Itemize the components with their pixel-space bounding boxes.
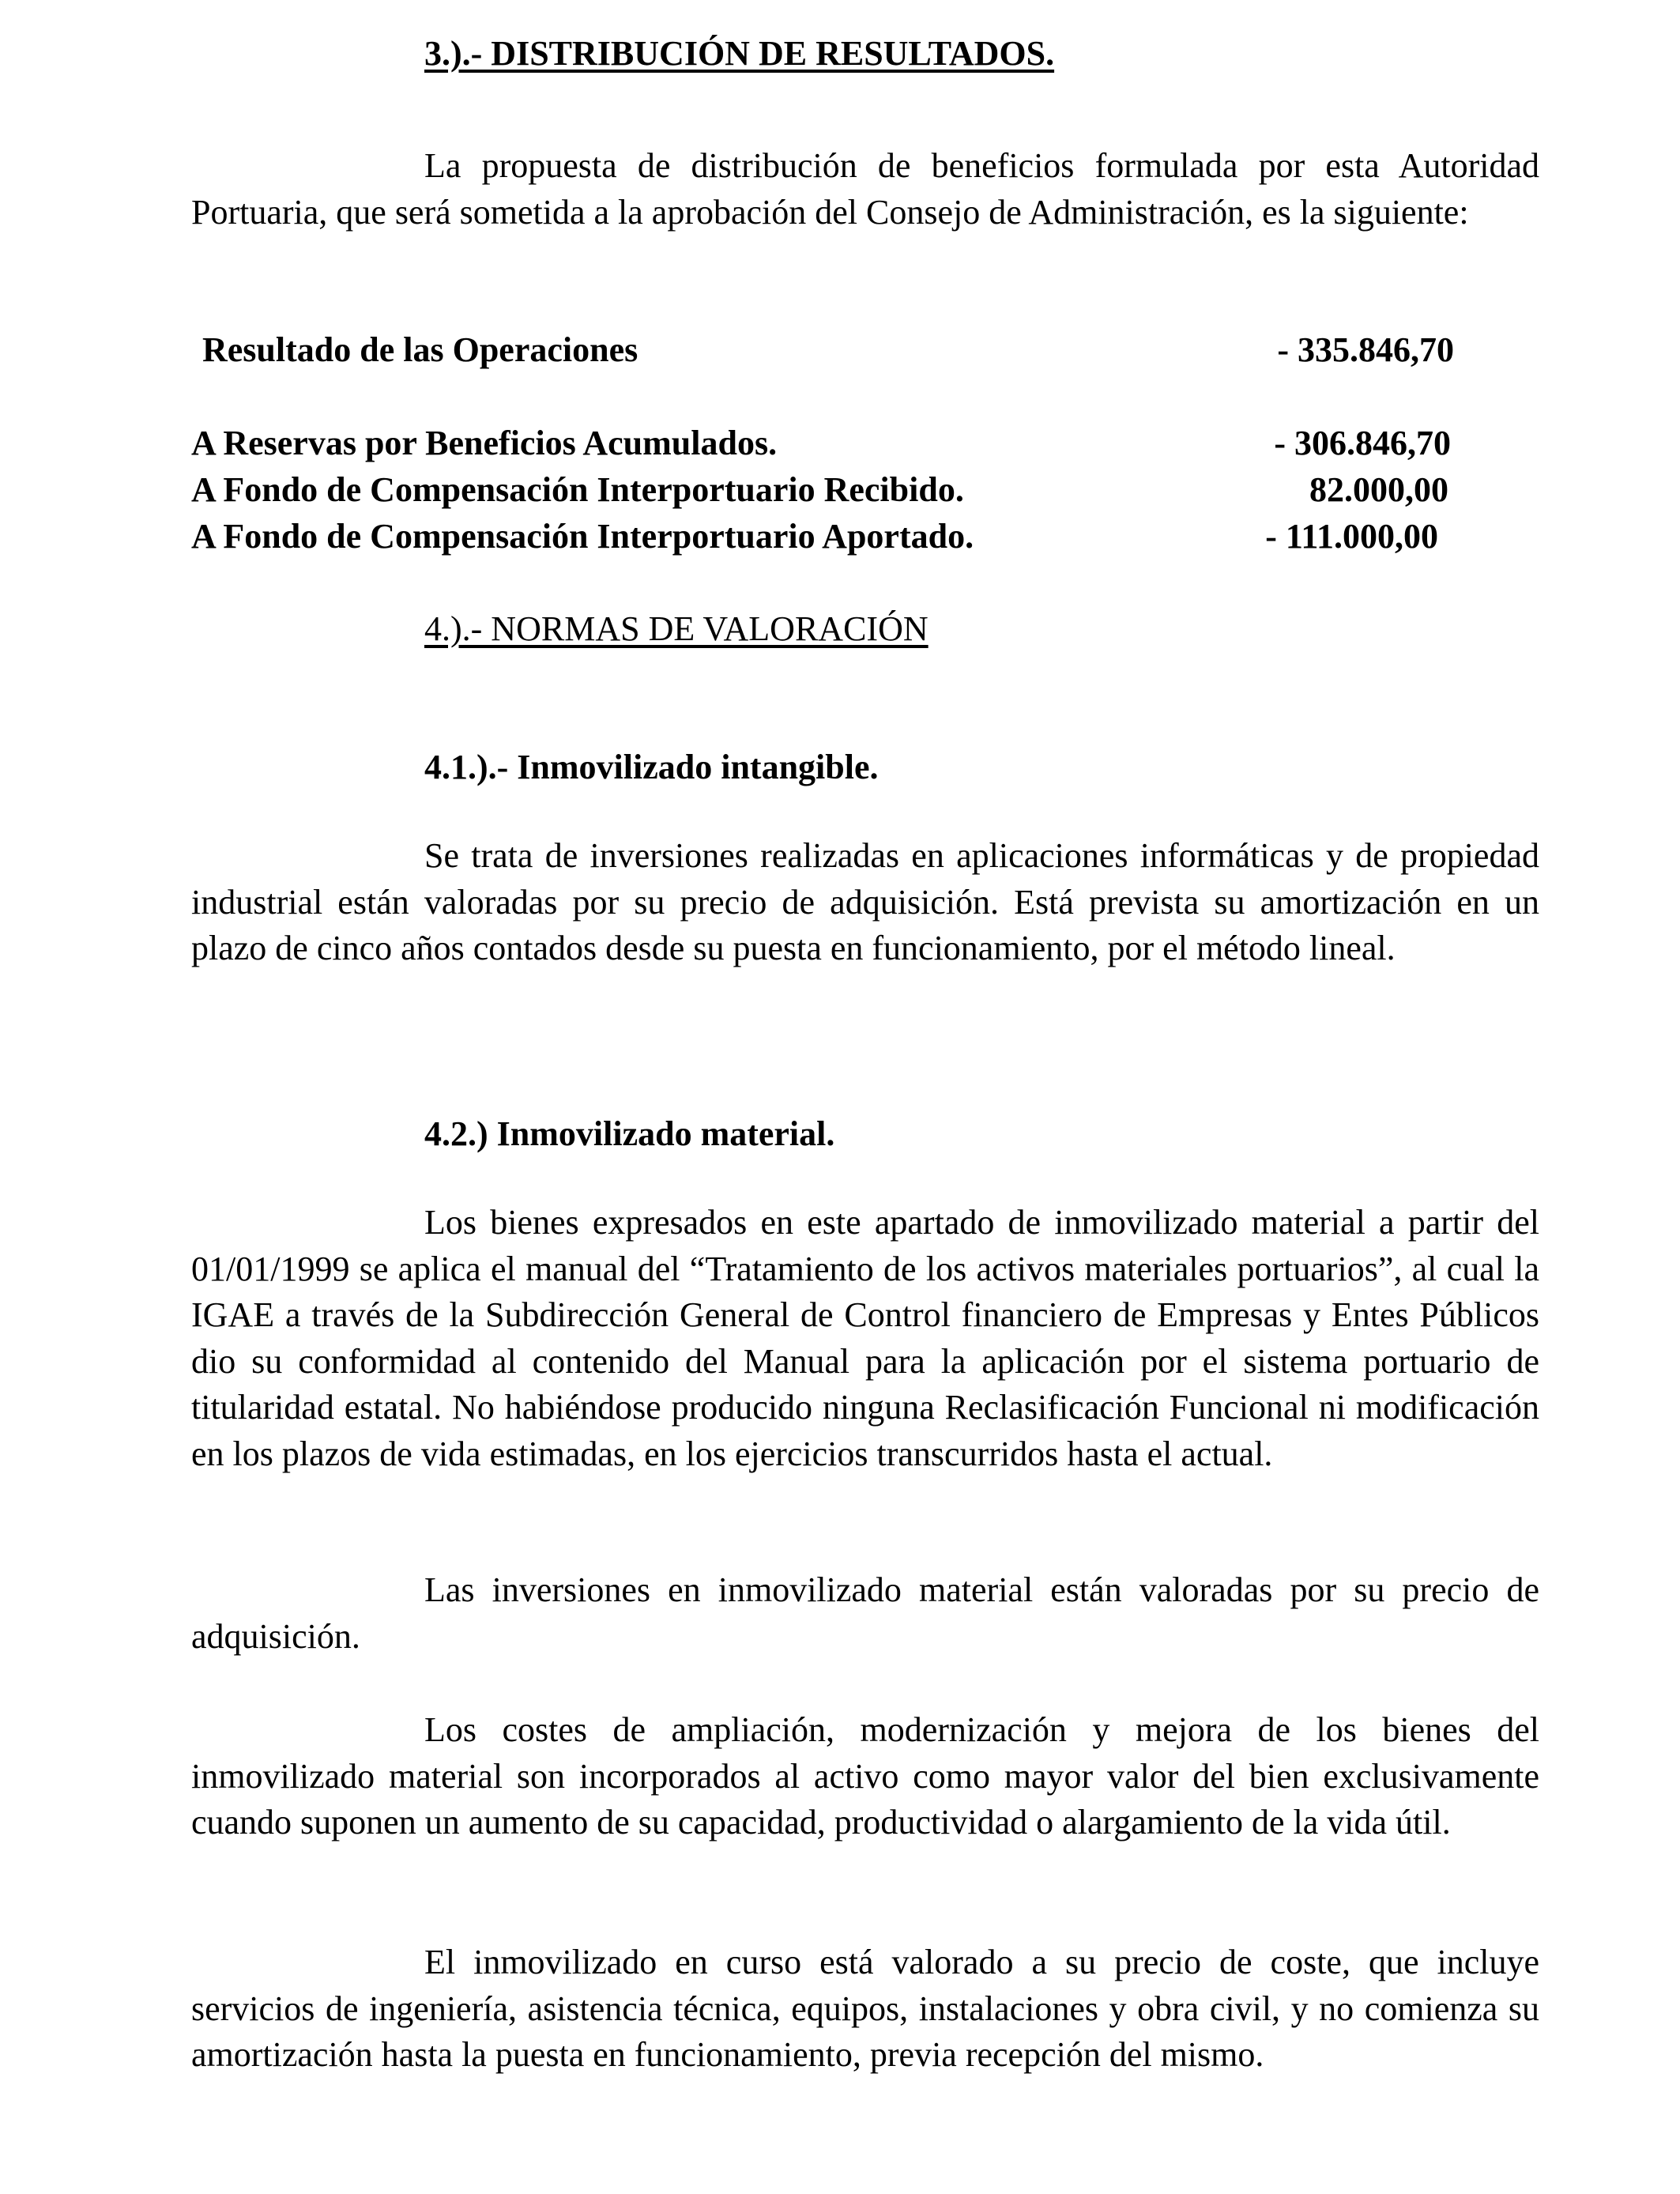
section-4-2-paragraph: El inmovilizado en curso está valorado a su precio de coste, que incluye servicios de ingeniería, asistencia técnica, equipos, instalaciones y obra civil, y no comienza su amortización hasta la puesta en funcionamiento, previa recepción del mismo. xyxy=(191,1943,1539,2074)
section-3-heading: 3.).- DISTRIBUCIÓN DE RESULTADOS. xyxy=(424,34,1055,73)
section-4-2-paragraph: Los costes de ampliación, modernización y mejora de los bienes del inmovilizado material son incorporados al activo como mayor valor del bien exclusivamente cuando suponen un aumento de su capacidad, productividad o alargamiento de la vida útil. xyxy=(191,1710,1539,1842)
section-4-heading: 4.).- NORMAS DE VALORACIÓN xyxy=(424,609,929,648)
section-4-1-heading: 4.1.).- Inmovilizado intangible. xyxy=(424,748,879,786)
section-4-1-paragraph: Se trata de inversiones realizadas en aplicaciones informáticas y de propiedad industrial están valoradas por su precio de adquisición. Está prevista su amortización en un plazo de cinco años contados desde su puesta en funcionamiento, por el método lineal. xyxy=(191,836,1539,967)
distribution-row-label: A Fondo de Compensación Interportuario Recibido. xyxy=(191,470,964,509)
result-operations-label: Resultado de las Operaciones xyxy=(202,330,638,369)
distribution-row-label: A Reservas por Beneficios Acumulados. xyxy=(191,424,778,462)
distribution-row-amount: - 111.000,00 xyxy=(1265,517,1438,556)
section-3-intro: La propuesta de distribución de beneficios formulada por esta Autoridad Portuaria, que será sometida a la aprobación del Consejo de Administración, es la siguiente: xyxy=(191,146,1539,232)
distribution-row-amount: 82.000,00 xyxy=(1309,470,1448,509)
distribution-row-label: A Fondo de Compensación Interportuario Aportado. xyxy=(191,517,974,556)
distribution-row-amount: - 306.846,70 xyxy=(1274,424,1451,462)
section-4-2-paragraph: Las inversiones en inmovilizado material están valoradas por su precio de adquisición. xyxy=(191,1570,1539,1656)
section-4-2-heading: 4.2.) Inmovilizado material. xyxy=(424,1114,835,1153)
result-operations-amount: - 335.846,70 xyxy=(1277,330,1454,369)
section-4-2-paragraph: Los bienes expresados en este apartado de inmovilizado material a partir del 01/01/1999 se aplica el manual del “Tratamiento de los activos materiales portuarios”, al cual la IGAE a través de la Subdirección General de Control financiero de Empresas y Entes Públicos dio su conformidad al contenido del Manual para la aplicación por el sistema portuario de titularidad estatal. No habiéndose producido ninguna Reclasificación Funcional ni modificación en los plazos de vida estimadas, en los ejercicios transcurridos hasta el actual. xyxy=(191,1203,1539,1473)
